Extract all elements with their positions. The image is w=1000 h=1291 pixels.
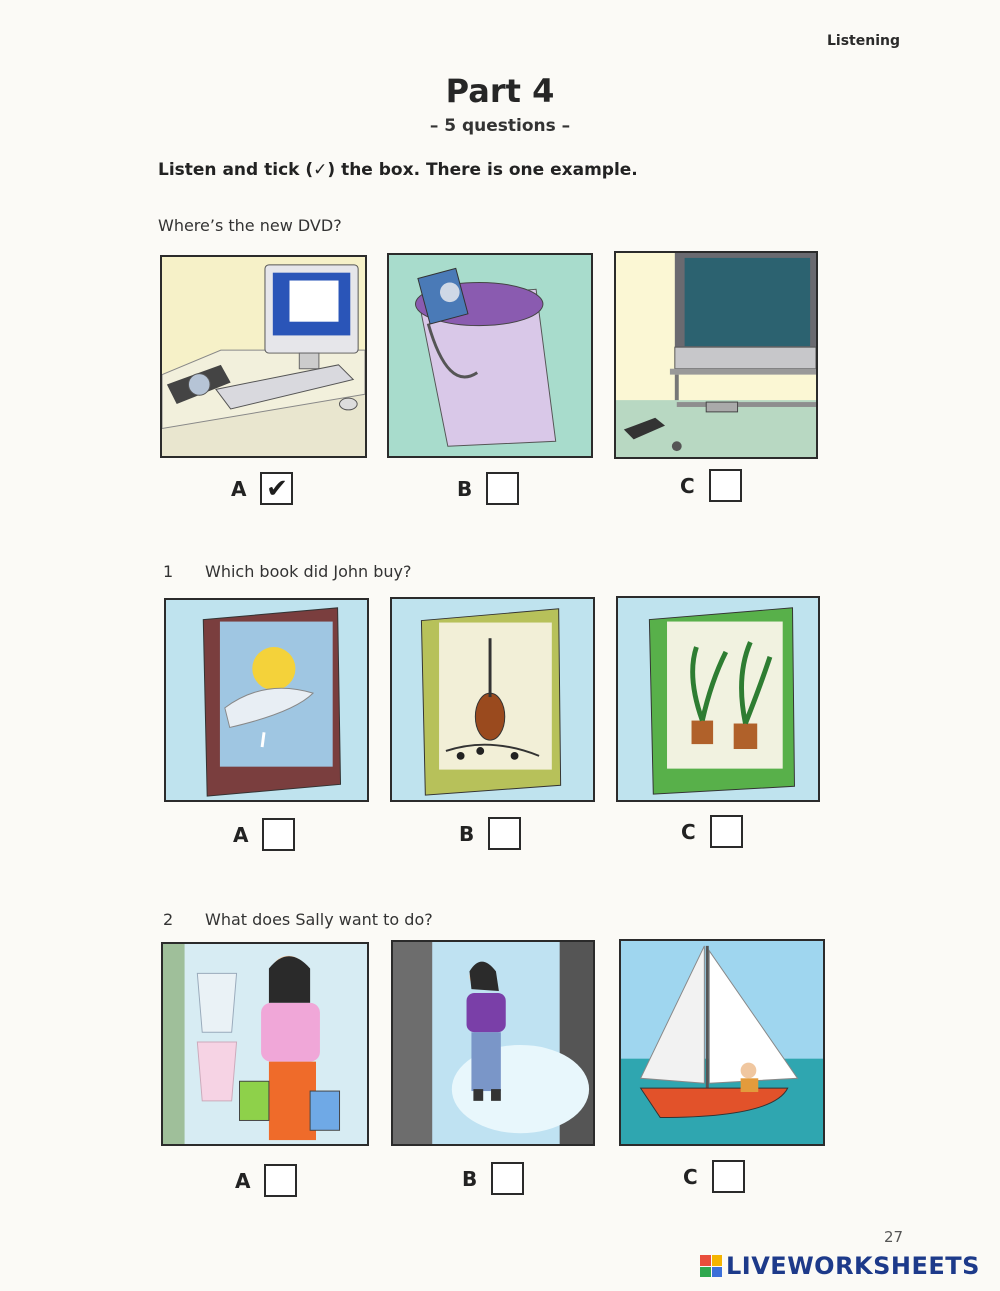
example-tick-box-c[interactable] — [709, 469, 742, 502]
option-letter: C — [680, 473, 695, 498]
q2-tick-box-c[interactable] — [712, 1160, 745, 1193]
q2-tick-box-a[interactable] — [264, 1164, 297, 1197]
q2-option-a — [235, 1164, 297, 1197]
q1-option-b — [459, 817, 521, 850]
option-letter: B — [459, 821, 475, 846]
example-question: Where’s the new DVD? — [158, 216, 342, 235]
q2-picture-c-sailing — [619, 939, 825, 1146]
q1-tick-box-a[interactable] — [262, 818, 295, 851]
option-letter: C — [683, 1164, 698, 1189]
q1-picture-a-weather-book — [164, 598, 369, 802]
q1-tick-box-b[interactable] — [488, 817, 521, 850]
option-letter: A — [231, 476, 247, 501]
example-tick-box-b[interactable] — [486, 472, 519, 505]
q1-option-c — [681, 815, 743, 848]
section-label: Listening — [827, 33, 900, 49]
example-option-a — [231, 472, 293, 505]
q1-picture-b-music-book — [390, 597, 595, 802]
example-picture-a-computer — [160, 255, 367, 458]
question-number: 2 — [163, 910, 174, 929]
example-option-c — [680, 469, 742, 502]
q2-picture-b-skating — [391, 940, 595, 1146]
question-2 — [163, 910, 433, 929]
instruction-text: Listen and tick (✓) the box. There is one example. — [158, 160, 638, 180]
option-letter: A — [235, 1168, 251, 1193]
page-title: Part 4 — [445, 72, 555, 110]
q1-picture-c-plants-book — [616, 596, 820, 802]
liveworksheets-logo-icon — [700, 1255, 722, 1277]
example-option-b — [457, 472, 519, 505]
q2-picture-a-shopping — [161, 942, 369, 1146]
page-subtitle: – 5 questions – — [429, 116, 571, 136]
question-text: What does Sally want to do? — [205, 910, 433, 929]
example-picture-c-tv — [614, 251, 818, 459]
question-number: 1 — [163, 562, 174, 581]
brand-name: LIVEWORKSHEETS — [726, 1252, 980, 1280]
example-tick-box-a[interactable]: ✔ — [260, 472, 293, 505]
q2-tick-box-b[interactable] — [491, 1162, 524, 1195]
liveworksheets-brand[interactable] — [700, 1252, 980, 1280]
question-1 — [163, 562, 412, 581]
question-text: Which book did John buy? — [205, 562, 412, 581]
option-letter: B — [462, 1166, 478, 1191]
example-picture-b-bag — [387, 253, 593, 458]
option-letter: C — [681, 819, 696, 844]
option-letter: B — [457, 476, 473, 501]
q1-tick-box-c[interactable] — [710, 815, 743, 848]
option-letter: A — [233, 822, 249, 847]
q2-option-c — [683, 1160, 745, 1193]
page-number: 27 — [884, 1228, 904, 1246]
q1-option-a — [233, 818, 295, 851]
q2-option-b — [462, 1162, 524, 1195]
